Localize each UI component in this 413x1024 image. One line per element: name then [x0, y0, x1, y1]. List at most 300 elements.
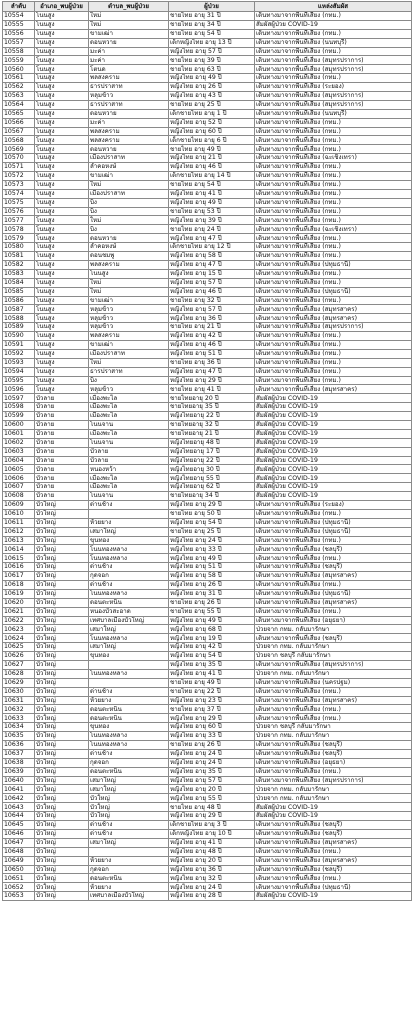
- cell-exposure-source: เดินทางมาจากพื้นที่เสี่ยง (สมุทรสาคร): [255, 385, 412, 394]
- case-table: [2, 1, 412, 901]
- cell-patient: หญิงไทย อายุ 47 ปี: [169, 234, 255, 243]
- cell-subdistrict: เมืองพะไล: [89, 403, 169, 412]
- cell-exposure-source: เดินทางมาจากพื้นที่เสี่ยง (กทม.): [255, 180, 412, 189]
- table-row: [3, 465, 412, 474]
- cell-case-number: 10646: [3, 829, 35, 838]
- cell-exposure-source: เดินทางมาจากพื้นที่เสี่ยง (กทม.): [255, 714, 412, 723]
- cell-case-number: 10625: [3, 643, 35, 652]
- cell-subdistrict: ธารปราสาท: [89, 367, 169, 376]
- cell-exposure-source: สัมผัสผู้ป่วย COVID-19: [255, 483, 412, 492]
- cell-district: บัวใหญ่: [35, 509, 89, 518]
- cell-exposure-source: เดินทางมาจากพื้นที่เสี่ยง (กทม.): [255, 47, 412, 56]
- cell-case-number: 10614: [3, 545, 35, 554]
- cell-district: โนนสูง: [35, 305, 89, 314]
- cell-patient: หญิงไทย อายุ 29 ปี: [169, 714, 255, 723]
- cell-patient: หญิงไทย อายุ 49 ปี: [169, 74, 255, 83]
- cell-case-number: 10559: [3, 56, 35, 65]
- cell-exposure-source: เดินทางมาจากพื้นที่เสี่ยง (นนทบุรี): [255, 38, 412, 47]
- cell-patient: หญิงไทย อายุ 29 ปี: [169, 376, 255, 385]
- cell-district: โนนสูง: [35, 65, 89, 74]
- cell-patient: ชายไทย อายุ 53 ปี: [169, 207, 255, 216]
- cell-district: บัวใหญ่: [35, 563, 89, 572]
- cell-patient: ชายไทยอายุ 20 ปี: [169, 394, 255, 403]
- cell-exposure-source: สัมผัสผู้ป่วย COVID-19: [255, 438, 412, 447]
- table-row: [3, 758, 412, 767]
- cell-district: บัวใหญ่: [35, 732, 89, 741]
- cell-district: โนนสูง: [35, 20, 89, 29]
- cell-exposure-source: สัมผัสผู้ป่วย COVID-19: [255, 465, 412, 474]
- cell-case-number: 10567: [3, 127, 35, 136]
- cell-exposure-source: เดินทางมาจากพื้นที่เสี่ยง (อยุธยา): [255, 758, 412, 767]
- cell-exposure-source: เดินทางมาจากพื้นที่เสี่ยง (กทม.): [255, 687, 412, 696]
- cell-subdistrict: ดอนตะหนิน: [89, 714, 169, 723]
- cell-exposure-source: เดินทางมาจากพื้นที่เสี่ยง (กทม.): [255, 172, 412, 181]
- cell-district: บัวลาย: [35, 447, 89, 456]
- cell-subdistrict: ธารปราสาท: [89, 83, 169, 92]
- table-row: [3, 696, 412, 705]
- cell-exposure-source: เดินทางมาจากพื้นที่เสี่ยง (กทม.): [255, 163, 412, 172]
- cell-subdistrict: ใหม่: [89, 180, 169, 189]
- cell-subdistrict: บิง: [89, 207, 169, 216]
- cell-case-number: 10622: [3, 616, 35, 625]
- cell-district: โนนสูง: [35, 340, 89, 349]
- cell-exposure-source: สัมผัสผู้ป่วย COVID-19: [255, 803, 412, 812]
- table-row: [3, 500, 412, 509]
- cell-case-number: 10647: [3, 838, 35, 847]
- cell-district: โนนสูง: [35, 367, 89, 376]
- cell-patient: หญิงไทย อายุ 57 ปี: [169, 776, 255, 785]
- cell-case-number: 10566: [3, 118, 35, 127]
- cell-case-number: 10569: [3, 145, 35, 154]
- cell-case-number: 10576: [3, 207, 35, 216]
- cell-subdistrict: ดอนตะหนิน: [89, 767, 169, 776]
- cell-district: บัวใหญ่: [35, 572, 89, 581]
- cell-exposure-source: เดินทางมาจากพื้นที่เสี่ยง (กทม.): [255, 252, 412, 261]
- cell-exposure-source: เดินทางมาจากพื้นที่เสี่ยง (สมุทรสาคร): [255, 598, 412, 607]
- cell-subdistrict: ดอนตะหนิน: [89, 705, 169, 714]
- cell-district: บัวใหญ่: [35, 741, 89, 750]
- table-row: [3, 180, 412, 189]
- cell-subdistrict: เสมาใหญ่: [89, 838, 169, 847]
- cell-patient: ชายไทยอายุ 34 ปี: [169, 492, 255, 501]
- cell-patient: ชายไทยอายุ 21 ปี: [169, 429, 255, 438]
- cell-case-number: 10577: [3, 216, 35, 225]
- cell-case-number: 10573: [3, 180, 35, 189]
- header-district: อำเภอ_พบผู้ป่วย: [35, 2, 89, 12]
- cell-case-number: 10623: [3, 625, 35, 634]
- cell-district: บัวใหญ่: [35, 892, 89, 901]
- cell-exposure-source: เดินทางมาจากพื้นที่เสี่ยง (กทม.): [255, 340, 412, 349]
- table-row: [3, 252, 412, 261]
- header-subdistrict: ตำบล_พบผู้ป่วย: [89, 2, 169, 12]
- cell-case-number: 10629: [3, 678, 35, 687]
- cell-case-number: 10560: [3, 65, 35, 74]
- cell-subdistrict: ขามเฒ่า: [89, 172, 169, 181]
- cell-district: โนนสูง: [35, 358, 89, 367]
- cell-patient: หญิงไทย อายุ 46 ปี: [169, 163, 255, 172]
- cell-patient: เด็กชายไทย อายุ 12 ปี: [169, 243, 255, 252]
- header-no: ลำดับ: [3, 2, 35, 12]
- cell-case-number: 10592: [3, 349, 35, 358]
- cell-district: บัวใหญ่: [35, 696, 89, 705]
- cell-exposure-source: เดินทางมาจากพื้นที่เสี่ยง (กทม.): [255, 74, 412, 83]
- cell-subdistrict: กุดจอก: [89, 865, 169, 874]
- table-row: [3, 821, 412, 830]
- cell-district: บัวใหญ่: [35, 776, 89, 785]
- table-row: [3, 652, 412, 661]
- cell-exposure-source: เดินทางมาจากพื้นที่เสี่ยง (ระยอง): [255, 83, 412, 92]
- cell-subdistrict: ขามเฒ่า: [89, 296, 169, 305]
- cell-exposure-source: เดินทางมาจากพื้นที่เสี่ยง (กทม.): [255, 216, 412, 225]
- cell-exposure-source: สัมผัสผู้ป่วย COVID-19: [255, 20, 412, 29]
- cell-district: บัวใหญ่: [35, 838, 89, 847]
- cell-patient: หญิงไทยอายุ 55 ปี: [169, 474, 255, 483]
- cell-district: บัวลาย: [35, 483, 89, 492]
- cell-exposure-source: เดินทางมาจากพื้นที่เสี่ยง (กทม.): [255, 376, 412, 385]
- cell-district: โนนสูง: [35, 225, 89, 234]
- cell-exposure-source: เดินทางมาจากพื้นที่เสี่ยง (กทม.): [255, 332, 412, 341]
- cell-district: โนนสูง: [35, 74, 89, 83]
- cell-patient: หญิงไทย อายุ 24 ปี: [169, 758, 255, 767]
- cell-exposure-source: เดินทางมาจากพื้นที่เสี่ยง (ชลบุรี): [255, 563, 412, 572]
- cell-patient: หญิงไทย อายุ 47 ปี: [169, 367, 255, 376]
- cell-subdistrict: หนองบัวสะอาด: [89, 607, 169, 616]
- cell-patient: หญิงไทย อายุ 32 ปี: [169, 874, 255, 883]
- table-row: [3, 394, 412, 403]
- cell-case-number: 10586: [3, 296, 35, 305]
- cell-subdistrict: ดอนหวาย: [89, 109, 169, 118]
- cell-case-number: 10627: [3, 661, 35, 670]
- cell-district: โนนสูง: [35, 243, 89, 252]
- cell-district: โนนสูง: [35, 323, 89, 332]
- cell-case-number: 10584: [3, 278, 35, 287]
- cell-case-number: 10595: [3, 376, 35, 385]
- table-row: [3, 447, 412, 456]
- cell-patient: หญิงไทยอายุ 17 ปี: [169, 447, 255, 456]
- cell-patient: หญิงไทย อายุ 51 ปี: [169, 563, 255, 572]
- cell-exposure-source: สัมผัสผู้ป่วย COVID-19: [255, 474, 412, 483]
- cell-exposure-source: เดินทางมาจากพื้นที่เสี่ยง (กทม.): [255, 581, 412, 590]
- table-row: [3, 332, 412, 341]
- cell-exposure-source: เดินทางมาจากพื้นที่เสี่ยง (ปทุมธานี): [255, 883, 412, 892]
- cell-case-number: 10612: [3, 527, 35, 536]
- cell-case-number: 10597: [3, 394, 35, 403]
- case-list-sheet: [2, 1, 411, 1023]
- cell-exposure-source: เดินทางมาจากพื้นที่เสี่ยง (ชลบุรี): [255, 749, 412, 758]
- cell-subdistrict: เสมาใหญ่: [89, 643, 169, 652]
- cell-subdistrict: หนองหว้า: [89, 465, 169, 474]
- cell-exposure-source: เดินทางมาจากพื้นที่เสี่ยง (กทม.): [255, 278, 412, 287]
- cell-subdistrict: ด่านช้าง: [89, 563, 169, 572]
- cell-subdistrict: ขุนทอง: [89, 652, 169, 661]
- table-row: [3, 118, 412, 127]
- cell-exposure-source: เดินทางมาจากพื้นที่เสี่ยง (ชลบุรี): [255, 545, 412, 554]
- cell-exposure-source: เดินทางมาจากพื้นที่เสี่ยง (สมุทรสาคร): [255, 838, 412, 847]
- cell-case-number: 10605: [3, 465, 35, 474]
- cell-case-number: 10572: [3, 172, 35, 181]
- table-row: [3, 367, 412, 376]
- table-row: [3, 323, 412, 332]
- cell-exposure-source: เดินทางมาจากพื้นที่เสี่ยง (กทม.): [255, 145, 412, 154]
- table-row: [3, 278, 412, 287]
- cell-case-number: 10591: [3, 340, 35, 349]
- cell-case-number: 10642: [3, 794, 35, 803]
- cell-exposure-source: สัมผัสผู้ป่วย COVID-19: [255, 812, 412, 821]
- cell-district: บัวใหญ่: [35, 616, 89, 625]
- cell-subdistrict: ขามเฒ่า: [89, 29, 169, 38]
- cell-case-number: 10621: [3, 607, 35, 616]
- cell-patient: ชายไทย อายุ 25 ปี: [169, 527, 255, 536]
- cell-patient: ชายไทย อายุ 54 ปี: [169, 180, 255, 189]
- table-row: [3, 412, 412, 421]
- cell-exposure-source: เดินทางมาจากพื้นที่เสี่ยง (กทม.): [255, 296, 412, 305]
- cell-district: บัวใหญ่: [35, 874, 89, 883]
- cell-district: บัวใหญ่: [35, 669, 89, 678]
- cell-district: บัวลาย: [35, 456, 89, 465]
- cell-case-number: 10570: [3, 154, 35, 163]
- cell-case-number: 10571: [3, 163, 35, 172]
- cell-patient: หญิงไทย อายุ 55 ปี: [169, 794, 255, 803]
- cell-case-number: 10636: [3, 741, 35, 750]
- cell-subdistrict: หลุมข้าว: [89, 314, 169, 323]
- cell-case-number: 10602: [3, 438, 35, 447]
- cell-district: บัวใหญ่: [35, 625, 89, 634]
- cell-exposure-source: เดินทางมาจากพื้นที่เสี่ยง (สมุทรปราการ): [255, 776, 412, 785]
- cell-district: โนนสูง: [35, 385, 89, 394]
- cell-subdistrict: บัวลาย: [89, 447, 169, 456]
- table-row: [3, 420, 412, 429]
- cell-patient: ชายไทย อายุ 41 ปี: [169, 385, 255, 394]
- cell-district: บัวใหญ่: [35, 723, 89, 732]
- cell-district: บัวลาย: [35, 394, 89, 403]
- cell-case-number: 10639: [3, 767, 35, 776]
- cell-case-number: 10596: [3, 385, 35, 394]
- cell-subdistrict: ใหม่: [89, 216, 169, 225]
- cell-case-number: 10562: [3, 83, 35, 92]
- header-row: [3, 2, 412, 12]
- cell-patient: หญิงไทย อายุ 46 ปี: [169, 287, 255, 296]
- cell-patient: หญิงไทยอายุ 48 ปี: [169, 438, 255, 447]
- cell-district: บัวใหญ่: [35, 865, 89, 874]
- cell-case-number: 10598: [3, 403, 35, 412]
- table-row: [3, 100, 412, 109]
- table-row: [3, 385, 412, 394]
- table-row: [3, 260, 412, 269]
- cell-patient: ชายไทยอายุ 35 ปี: [169, 403, 255, 412]
- cell-case-number: 10582: [3, 260, 35, 269]
- cell-subdistrict: หลุมข้าว: [89, 323, 169, 332]
- table-row: [3, 732, 412, 741]
- cell-district: โนนสูง: [35, 314, 89, 323]
- cell-district: โนนสูง: [35, 198, 89, 207]
- cell-exposure-source: เดินทางมาจากพื้นที่เสี่ยง (กทม.): [255, 136, 412, 145]
- cell-case-number: 10643: [3, 803, 35, 812]
- cell-subdistrict: ขุนทอง: [89, 536, 169, 545]
- cell-patient: หญิงไทย อายุ 51 ปี: [169, 349, 255, 358]
- table-row: [3, 527, 412, 536]
- cell-patient: หญิงไทย อายุ 29 ปี: [169, 812, 255, 821]
- table-row: [3, 856, 412, 865]
- cell-case-number: 10618: [3, 581, 35, 590]
- cell-case-number: 10601: [3, 429, 35, 438]
- cell-exposure-source: เดินทางมาจากพื้นที่เสี่ยง (กทม.): [255, 127, 412, 136]
- table-row: [3, 581, 412, 590]
- cell-patient: ชายไทยอายุ 32 ปี: [169, 420, 255, 429]
- cell-district: บัวใหญ่: [35, 661, 89, 670]
- cell-patient: ชายไทย อายุ 36 ปี: [169, 358, 255, 367]
- table-row: [3, 723, 412, 732]
- cell-case-number: 10653: [3, 892, 35, 901]
- cell-case-number: 10599: [3, 412, 35, 421]
- cell-district: บัวใหญ่: [35, 758, 89, 767]
- table-row: [3, 65, 412, 74]
- cell-subdistrict: โนนทองหลาง: [89, 634, 169, 643]
- cell-district: โนนสูง: [35, 172, 89, 181]
- cell-patient: ชายไทย อายุ 50 ปี: [169, 509, 255, 518]
- cell-subdistrict: ใหม่: [89, 287, 169, 296]
- cell-case-number: 10580: [3, 243, 35, 252]
- cell-exposure-source: เดินทางมาจากพื้นที่เสี่ยง (กทม.): [255, 269, 412, 278]
- cell-district: โนนสูง: [35, 349, 89, 358]
- cell-patient: ชายไทย อายุ 54 ปี: [169, 29, 255, 38]
- cell-case-number: 10628: [3, 669, 35, 678]
- cell-patient: หญิงไทย อายุ 54 ปี: [169, 518, 255, 527]
- cell-case-number: 10603: [3, 447, 35, 456]
- cell-case-number: 10565: [3, 109, 35, 118]
- table-row: [3, 38, 412, 47]
- cell-district: บัวใหญ่: [35, 803, 89, 812]
- cell-district: โนนสูง: [35, 180, 89, 189]
- cell-exposure-source: สัมผัสผู้ป่วย COVID-19: [255, 429, 412, 438]
- cell-patient: หญิงไทย อายุ 19 ปี: [169, 634, 255, 643]
- cell-district: บัวลาย: [35, 474, 89, 483]
- cell-subdistrict: บัวใหญ่: [89, 794, 169, 803]
- cell-subdistrict: บิง: [89, 376, 169, 385]
- table-row: [3, 536, 412, 545]
- cell-subdistrict: หลุมข้าว: [89, 305, 169, 314]
- table-row: [3, 109, 412, 118]
- cell-subdistrict: ด่านช้าง: [89, 821, 169, 830]
- cell-subdistrict: เมืองพะไล: [89, 429, 169, 438]
- cell-case-number: 10568: [3, 136, 35, 145]
- cell-case-number: 10650: [3, 865, 35, 874]
- table-row: [3, 163, 412, 172]
- cell-subdistrict: โนนทองหลาง: [89, 554, 169, 563]
- cell-exposure-source: เดินทางมาจากพื้นที่เสี่ยง (กทม.): [255, 29, 412, 38]
- cell-case-number: 10604: [3, 456, 35, 465]
- table-row: [3, 589, 412, 598]
- cell-patient: ชายไทย อายุ 32 ปี: [169, 296, 255, 305]
- cell-subdistrict: [89, 678, 169, 687]
- cell-subdistrict: ธารปราสาท: [89, 100, 169, 109]
- cell-patient: ชายไทย อายุ 24 ปี: [169, 225, 255, 234]
- cell-district: บัวใหญ่: [35, 589, 89, 598]
- cell-district: บัวใหญ่: [35, 812, 89, 821]
- cell-exposure-source: เดินทางมาจากพื้นที่เสี่ยง (ปทุมธานี): [255, 589, 412, 598]
- cell-case-number: 10588: [3, 314, 35, 323]
- table-row: [3, 847, 412, 856]
- cell-subdistrict: เทศบาลเมืองบัวใหญ่: [89, 892, 169, 901]
- cell-case-number: 10581: [3, 252, 35, 261]
- cell-subdistrict: เสมาใหญ่: [89, 527, 169, 536]
- cell-subdistrict: กุดจอก: [89, 572, 169, 581]
- cell-case-number: 10563: [3, 92, 35, 101]
- cell-patient: หญิงไทย อายุ 35 ปี: [169, 661, 255, 670]
- table-row: [3, 812, 412, 821]
- cell-exposure-source: เดินทางมาจากพื้นที่เสี่ยง (ฉะเชิงเทรา): [255, 225, 412, 234]
- cell-case-number: 10578: [3, 225, 35, 234]
- cell-case-number: 10648: [3, 847, 35, 856]
- cell-case-number: 10575: [3, 198, 35, 207]
- table-row: [3, 29, 412, 38]
- cell-exposure-source: เดินทางมาจากพื้นที่เสี่ยง (สมุทรสาคร): [255, 314, 412, 323]
- cell-district: บัวใหญ่: [35, 794, 89, 803]
- cell-subdistrict: โนนทองหลาง: [89, 669, 169, 678]
- cell-district: บัวใหญ่: [35, 883, 89, 892]
- cell-case-number: 10574: [3, 189, 35, 198]
- cell-subdistrict: ดอนตะหนิน: [89, 874, 169, 883]
- cell-district: บัวลาย: [35, 438, 89, 447]
- cell-exposure-source: เดินทางมาจากพื้นที่เสี่ยง (กทม.): [255, 118, 412, 127]
- cell-exposure-source: เดินทางมาจากพื้นที่เสี่ยง (กทม.): [255, 705, 412, 714]
- cell-exposure-source: เดินทางมาจากพื้นที่เสี่ยง (กทม.): [255, 207, 412, 216]
- cell-district: โนนสูง: [35, 100, 89, 109]
- cell-patient: หญิงไทย อายุ 28 ปี: [169, 892, 255, 901]
- cell-exposure-source: เดินทางมาจากพื้นที่เสี่ยง (นครปฐม): [255, 678, 412, 687]
- cell-district: โนนสูง: [35, 38, 89, 47]
- cell-exposure-source: เดินทางมาจากพื้นที่เสี่ยง (สมุทรปราการ): [255, 56, 412, 65]
- table-row: [3, 207, 412, 216]
- cell-patient: หญิงไทย อายุ 57 ปี: [169, 278, 255, 287]
- cell-patient: หญิงไทย อายุ 29 ปี: [169, 500, 255, 509]
- cell-patient: หญิงไทย อายุ 60 ปี: [169, 723, 255, 732]
- cell-patient: เด็กหญิงไทย อายุ 10 ปี: [169, 829, 255, 838]
- cell-case-number: 10630: [3, 687, 35, 696]
- cell-patient: หญิงไทย อายุ 42 ปี: [169, 332, 255, 341]
- cell-patient: หญิงไทย อายุ 31 ปี: [169, 589, 255, 598]
- table-row: [3, 803, 412, 812]
- table-row: [3, 829, 412, 838]
- cell-subdistrict: ดอนตะหนิน: [89, 598, 169, 607]
- cell-patient: เด็กชายไทย อายุ 3 ปี: [169, 821, 255, 830]
- table-row: [3, 234, 412, 243]
- cell-patient: ชายไทย อายุ 21 ปี: [169, 323, 255, 332]
- cell-exposure-source: เดินทางมาจากพื้นที่เสี่ยง (สมุทรสาคร): [255, 572, 412, 581]
- cell-case-number: 10624: [3, 634, 35, 643]
- cell-subdistrict: บัวใหญ่: [89, 812, 169, 821]
- cell-exposure-source: เดินทางมาจากพื้นที่เสี่ยง (ปทุมธานี): [255, 260, 412, 269]
- cell-case-number: 10594: [3, 367, 35, 376]
- cell-patient: เด็กชายไทย อายุ 6 ปี: [169, 136, 255, 145]
- cell-patient: หญิงไทย อายุ 46 ปี: [169, 340, 255, 349]
- cell-patient: หญิงไทย อายุ 42 ปี: [169, 643, 255, 652]
- cell-subdistrict: ดอนหวาย: [89, 145, 169, 154]
- cell-district: โนนสูง: [35, 145, 89, 154]
- cell-district: บัวใหญ่: [35, 785, 89, 794]
- cell-case-number: 10564: [3, 100, 35, 109]
- cell-subdistrict: พลสงคราม: [89, 127, 169, 136]
- table-row: [3, 456, 412, 465]
- cell-subdistrict: ใหม่: [89, 278, 169, 287]
- cell-case-number: 10585: [3, 287, 35, 296]
- cell-exposure-source: เดินทางมาจากพื้นที่เสี่ยง (ปทุมธานี): [255, 527, 412, 536]
- cell-subdistrict: [89, 847, 169, 856]
- cell-subdistrict: เมืองพะไล: [89, 483, 169, 492]
- cell-exposure-source: ป่วยจาก กทม. กลับมารักษา: [255, 643, 412, 652]
- cell-subdistrict: ด่านช้าง: [89, 581, 169, 590]
- table-row: [3, 474, 412, 483]
- cell-exposure-source: สัมผัสผู้ป่วย COVID-19: [255, 892, 412, 901]
